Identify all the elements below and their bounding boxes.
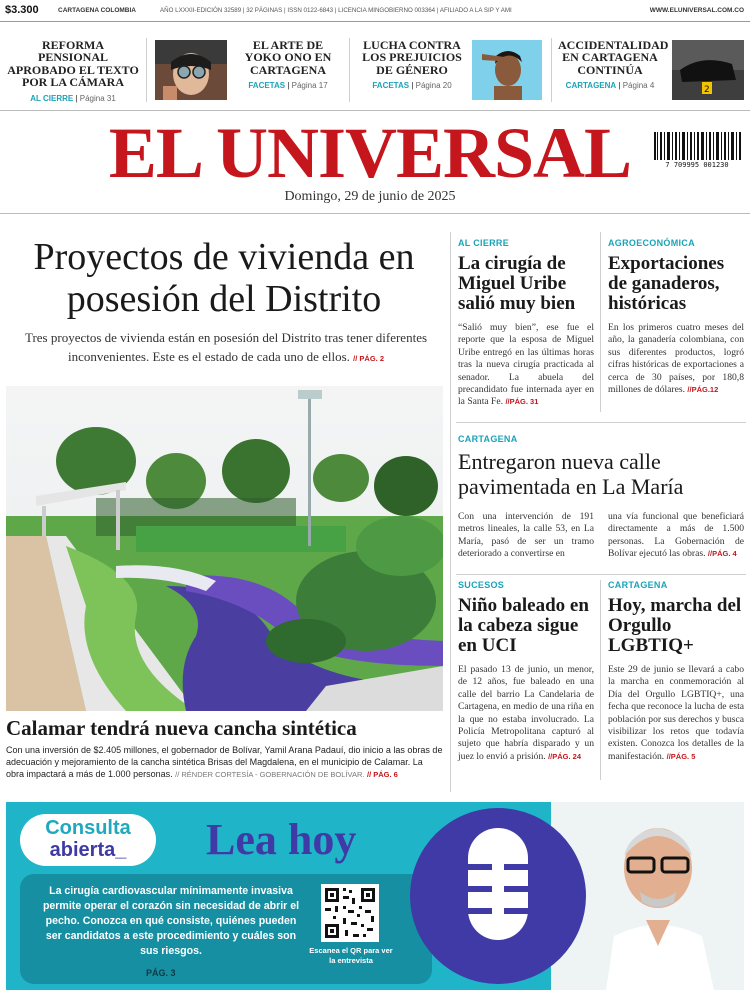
svg-text:2: 2 — [704, 85, 710, 95]
photo-story-headline[interactable]: Calamar tendrá nueva cancha sintética — [6, 716, 357, 740]
story-body: “Salió muy bien”, ese fue el reporte que la esposa de Miguel Uribe entregó en las últimas horas tras la nueva cirugía practicada al senador. La abuela del precandidato fue internada ayer en la Santa Fe. //PÁG. 31 — [458, 322, 594, 408]
story-headline: Entregaron nueva calle pavimentada en La María — [458, 449, 684, 499]
teaser-section: FACETAS | Página 17 — [248, 81, 328, 91]
banner-text: La cirugía cardiovascular mínimamente invasiva permite operar el corazón sin necesidad de abrir el pecho. Conozca en qué consiste, quiénes pueden ser candidatos a este procedimiento y cuáles son sus riesgos. — [42, 885, 300, 957]
banner-title: Lea hoy — [206, 815, 357, 864]
teaser-title: REFORMA PENSIONAL APROBADO EL TEXTO POR LA CÁMARA — [7, 38, 139, 90]
story-body: Este 29 de junio se llevará a cabo la marcha en conmemoración al Día del Orgullo LGBTIQ+, una fecha que reconoce la lucha de esta población por sus derechos y busca visibilizar los retos que todavía existen. Conozca los detalles de la manifestación. //PÁG. 5 — [608, 664, 744, 762]
lea-hoy-banner[interactable] — [6, 802, 744, 990]
section-tag: CARTAGENA — [458, 434, 518, 444]
teaser-section: FACETAS | Página 20 — [372, 81, 452, 91]
barcode — [652, 132, 742, 168]
masthead-title[interactable]: EL UNIVERSAL — [108, 113, 632, 193]
story-headline: Exportaciones de ganaderos, históricas — [608, 253, 725, 314]
story-body: El pasado 13 de junio, un menor, de 12 años, fue baleado en una calle del barrio La Candelaria de Cartagena, en medio de una riña en la que no estaba involucrado. La Policía Metropolitana capturó al sujeto que habría disparado y un juez lo envió a prisión. //PÁG. 24 — [458, 664, 594, 762]
teaser-yoko[interactable] — [236, 39, 340, 90]
city-label: CARTAGENA COLOMBIA — [58, 7, 136, 14]
story-body-left: Con una intervención de 191 metros lineales, la calle 53, en La María, pasó de ser un tramo deteriorado a convertirse en — [458, 511, 594, 560]
woman-saluting-photo — [472, 40, 542, 100]
section-tag: SUCESOS — [458, 580, 505, 590]
sports-field-render — [6, 386, 443, 711]
photo-story-body: Con una inversión de $2.405 millones, el gobernador de Bolívar, Yamil Arana Padauí, dio inicio a las obras de adecuación y mejoramiento de la cancha sintética Brisas del Magdalena, en el municipio de Calamar. La obra impactará a más de 1.000 personas. // RÉNDER CORTESÍA - GOBERNACIÓN DE BOLÍVAR. // PÁG. 6 — [6, 745, 443, 779]
teaser-row — [0, 36, 750, 106]
teaser-section: CARTAGENA | Página 4 — [565, 81, 655, 91]
edition-info: AÑO LXXXII-EDICIÓN 32589 | 32 PÁGINAS | ISSN 0122-6843 | LICENCIA MINGOBIERNO 003364 | AFILIADO A LA SIP Y AMI — [160, 7, 512, 14]
accident-photo — [672, 40, 744, 100]
lead-headline[interactable]: Proyectos de vivienda en posesión del Distrito — [33, 236, 415, 320]
teaser-title: ACCIDENTALIDAD EN CARTAGENA CONTINÚA — [558, 38, 669, 77]
photo-credit: // RÉNDER CORTESÍA - GOBERNACIÓN DE BOLÍVAR. — [175, 769, 365, 779]
photo-story-page-ref: // PÁG. 6 — [366, 769, 398, 779]
teaser-accidents[interactable] — [558, 38, 669, 91]
story-exports[interactable] — [608, 238, 744, 396]
teaser-pension[interactable] — [6, 39, 140, 103]
story-miguel-uribe[interactable] — [458, 238, 594, 409]
website-link[interactable]: WWW.ELUNIVERSAL.COM.CO — [649, 7, 744, 14]
yoko-ono-photo — [155, 40, 227, 100]
story-headline: Hoy, marcha del Orgullo LGBTIQ+ — [608, 595, 742, 656]
story-child-shot[interactable] — [458, 580, 594, 763]
consulta-abierta-logo: Consulta abierta_ — [20, 814, 156, 866]
teaser-title: LUCHA CONTRA LOS PREJUICIOS DE GÉNERO — [362, 38, 462, 77]
story-pride-march[interactable] — [608, 580, 744, 763]
story-body: En los primeros cuatro meses del año, la ganadería colombiana, con sus diferentes productos, logró cifras históricas de exportaciones a cerca de 30 países, por 180,8 millones de dólares. //PÁG.12 — [608, 322, 744, 396]
top-bar — [0, 0, 750, 22]
barcode-number: 7 709995 001230 — [665, 161, 729, 168]
issue-date: Domingo, 29 de junio de 2025 — [284, 189, 456, 204]
story-la-maria[interactable] — [458, 434, 746, 499]
story-body-right: una vía funcional que beneficiará directamente a más de 1.500 personas. La Gobernación de Bolívar ejecutó las obras. //PÁG. 4 — [608, 511, 744, 560]
section-tag: AGROECONÓMICA — [608, 238, 695, 248]
section-tag: CARTAGENA — [608, 580, 668, 590]
microphone-icon — [408, 806, 588, 986]
teaser-section: AL CIERRE | Página 31 — [30, 93, 116, 103]
story-headline: La cirugía de Miguel Uribe salió muy bien — [458, 253, 576, 314]
qr-code[interactable] — [321, 884, 379, 942]
lead-deck: Tres proyectos de vivienda están en posesión del Distrito tras tener diferentes inconvenientes. Este es el estado de cada uno de ellos. // PÁG. 2 — [24, 330, 428, 364]
banner-page-ref: PÁG. 3 — [146, 968, 176, 978]
teaser-gender[interactable] — [360, 39, 464, 90]
lead-page-ref: // PÁG. 2 — [353, 354, 385, 363]
qr-caption: Escanea el QR para ver la entrevista — [309, 946, 393, 965]
section-tag: AL CIERRE — [458, 238, 510, 248]
doctor-photo — [606, 816, 744, 990]
story-headline: Niño baleado en la cabeza sigue en UCI — [458, 595, 589, 656]
teaser-title: EL ARTE DE YOKO ONO EN CARTAGENA — [244, 38, 332, 77]
price: $3.300 — [5, 4, 39, 16]
